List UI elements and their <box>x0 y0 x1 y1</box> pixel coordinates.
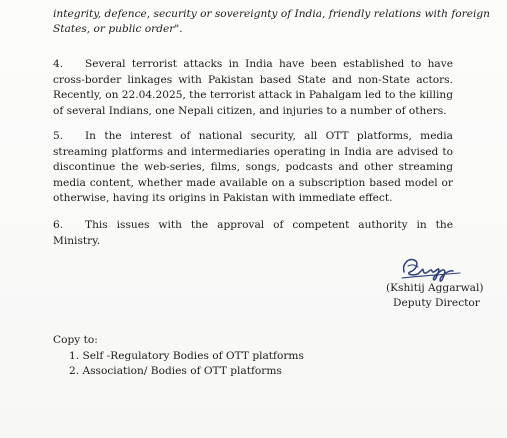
paragraph-5-text: In the interest of national security, all OTT platforms, media streaming platforms and intermediaries operating in India are advised to discontinue the web-series, films, songs, podcasts and other streaming media content, whether made available on a subscription based model or otherwise, having its origins in Pakistan with immediate effect. <box>53 130 453 204</box>
intro-line-2: States, or public order". <box>53 23 183 35</box>
copy-to-item-2: 2. Association/ Bodies of OTT platforms <box>69 365 282 377</box>
paragraph-4-text: Several terrorist attacks in India have been established to have cross-border linkages with Pakistan based State and non-State actors. Recently, on 22.04.2025, the terrorist attack in Pahalgam led to the killing of several Indians, one Nepali citizen, and injuries to a number of others. <box>53 58 454 117</box>
signatory-designation: Deputy Director <box>393 297 480 309</box>
copy-to-heading: Copy to: <box>53 334 98 346</box>
paragraph-6-number: 6. <box>53 219 64 231</box>
intro-line-1: integrity, defence, security or sovereignty of India, friendly relations with foreign <box>53 8 490 20</box>
paragraph-4-number: 4. <box>53 58 64 70</box>
paragraph-6-text: This issues with the approval of competent authority in the Ministry. <box>53 219 453 247</box>
paragraph-5-number: 5. <box>53 130 64 142</box>
signatory-name: (Kshitij Aggarwal) <box>386 282 484 294</box>
handwritten-signature <box>398 252 468 284</box>
copy-to-item-1: 1. Self -Regulatory Bodies of OTT platforms <box>69 350 304 362</box>
